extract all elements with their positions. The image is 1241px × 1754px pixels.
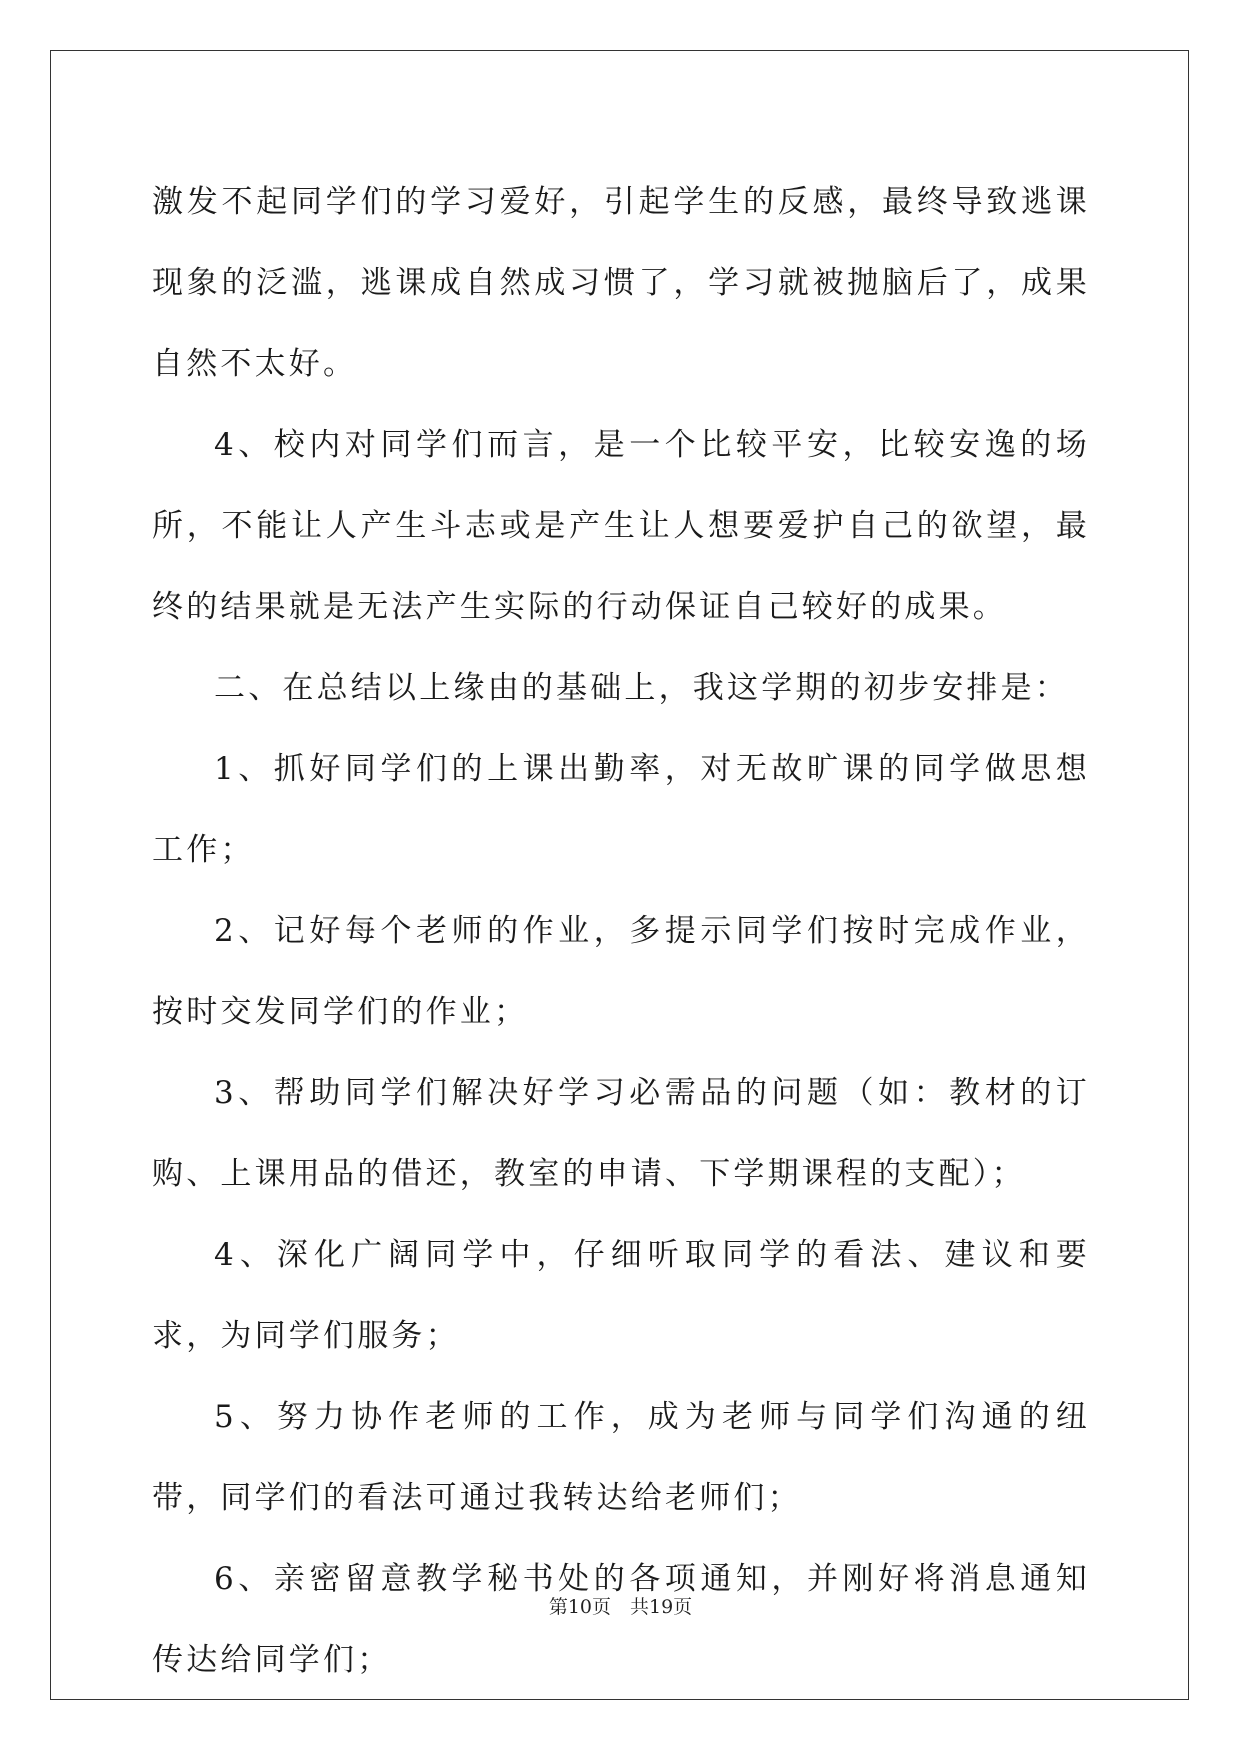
paragraph-4: 1、抓好同学们的上课出勤率，对无故旷课的同学做思想工作；: [152, 751, 1090, 868]
paragraph-3: 二、在总结以上缘由的基础上，我这学期的初步安排是：: [214, 670, 1069, 706]
document-body: [152, 162, 1090, 1701]
paragraph-7: 4、深化广阔同学中，仔细听取同学的看法、建议和要求，为同学们服务；: [152, 1237, 1090, 1354]
paragraph-1: 激发不起同学们的学习爱好，引起学生的反感，最终导致逃课现象的泛滥，逃课成自然成习惯了，学习就被抛脑后了，成果自然不太好。: [152, 184, 1090, 382]
paragraph-6: 3、帮助同学们解决好学习必需品的问题（如：教材的订购、上课用品的借还，教室的申请、下学期课程的支配）；: [152, 1075, 1090, 1192]
paragraph-5: 2、记好每个老师的作业，多提示同学们按时完成作业，按时交发同学们的作业；: [152, 913, 1090, 1030]
paragraph-9: 6、亲密留意教学秘书处的各项通知，并刚好将消息通知传达给同学们；: [152, 1561, 1090, 1678]
page-number-footer: 第10页 共19页: [548, 1596, 693, 1618]
paragraph-2: 4、校内对同学们而言，是一个比较平安，比较安逸的场所，不能让人产生斗志或是产生让人想要爱护自己的欲望，最终的结果就是无法产生实际的行动保证自己较好的成果。: [152, 427, 1090, 625]
paragraph-8: 5、努力协作老师的工作，成为老师与同学们沟通的纽带，同学们的看法可通过我转达给老师们；: [152, 1399, 1090, 1516]
